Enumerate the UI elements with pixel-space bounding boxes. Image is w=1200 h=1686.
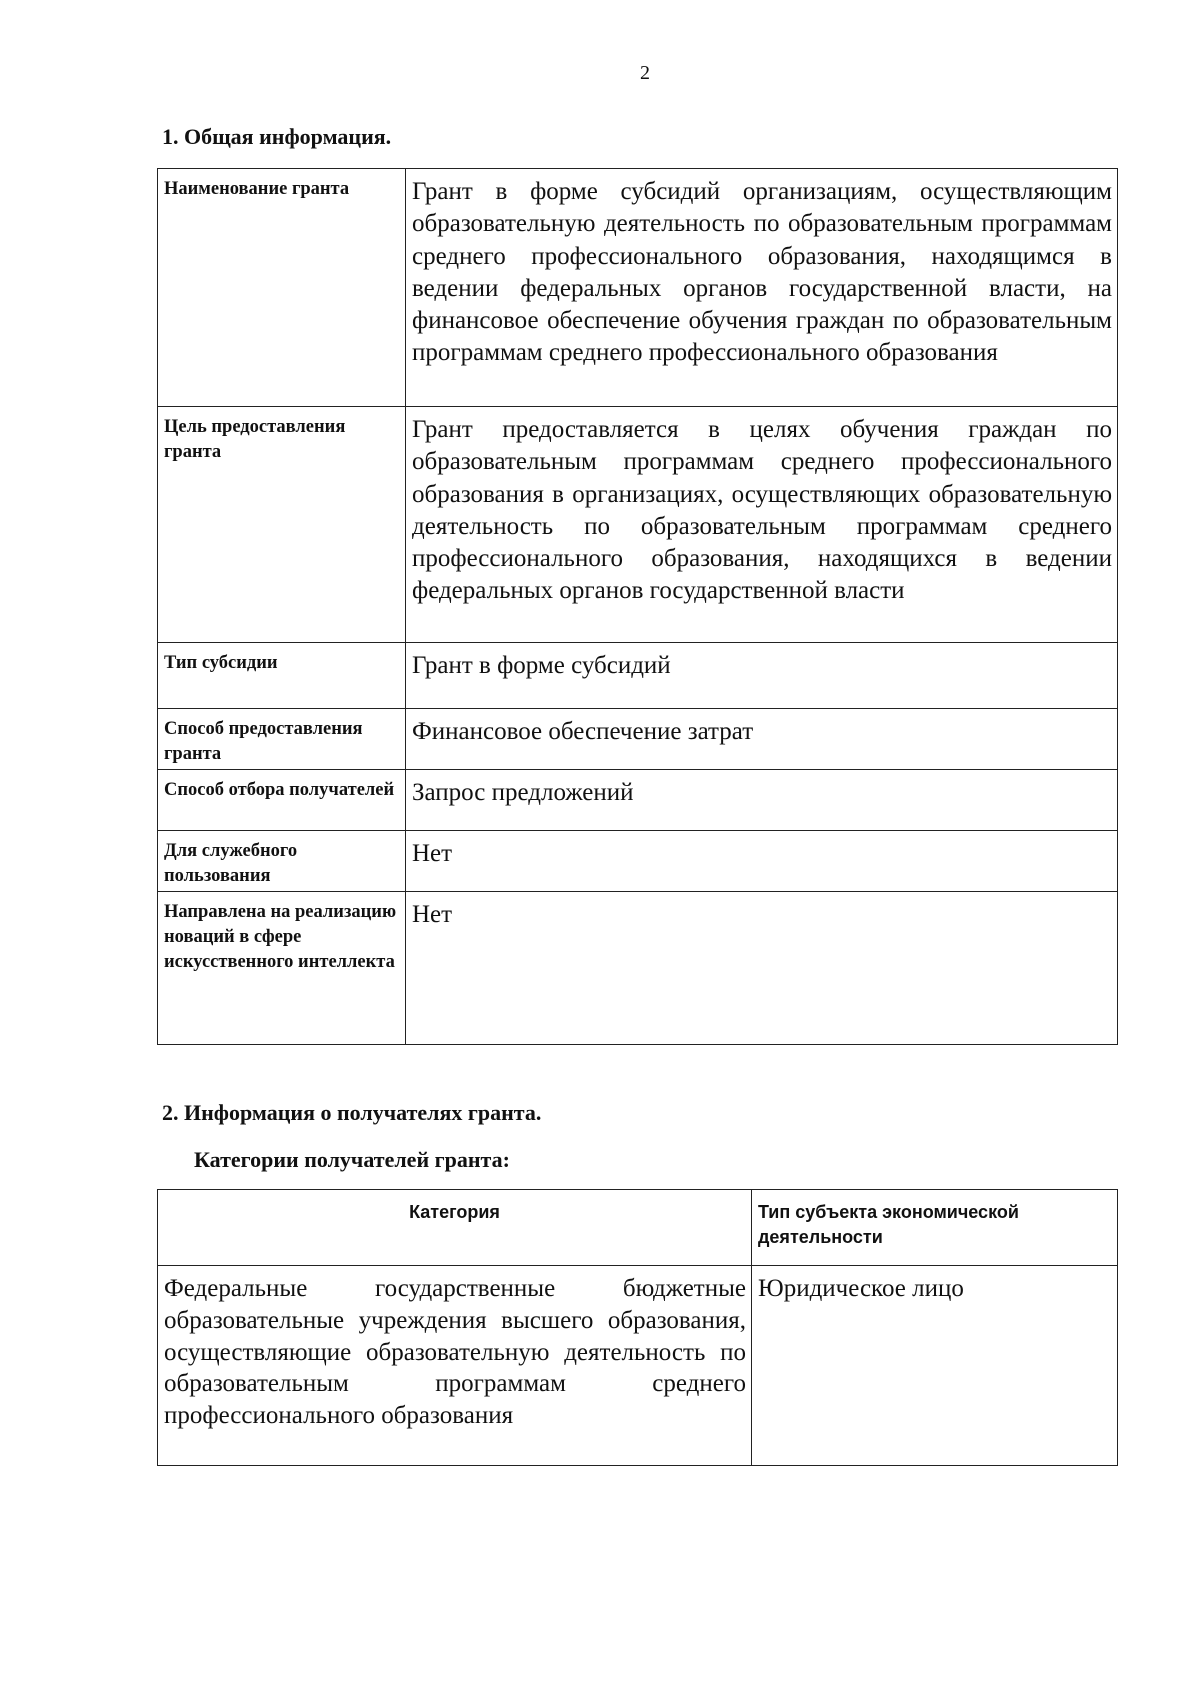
category-cell: Федеральные государственные бюджетные образовательные учреждения высшего образования, осуществляющие образовательную деятельность по образовательным программам среднего профессионального образования — [158, 1266, 752, 1466]
recipient-categories-table — [157, 1189, 1118, 1466]
info-label: Направлена на реализацию новаций в сфере искусственного интеллекта — [158, 892, 406, 1045]
info-label: Для служебного пользования — [158, 831, 406, 892]
info-value: Нет — [406, 892, 1118, 1045]
column-header-entity-type: Тип субъекта экономической деятельности — [752, 1190, 1118, 1266]
info-value: Грант в форме субсидий организациям, осуществляющим образовательную деятельность по образовательным программам среднего профессионального образования, находящимся в ведении федеральных органов государственной власти, на финансовое обеспечение обучения граждан по образовательным программам среднего профессионального образования — [406, 169, 1118, 407]
info-label: Тип субсидии — [158, 643, 406, 709]
table-header-row — [158, 1190, 1118, 1266]
section-1-heading: 1. Общая информация. — [162, 124, 392, 149]
info-value: Нет — [406, 831, 1118, 892]
table-row — [158, 1266, 1118, 1466]
info-label: Способ предоставления гранта — [158, 709, 406, 770]
recipients-categories-subheading: Категории получателей гранта: — [194, 1147, 510, 1172]
info-value: Финансовое обеспечение затрат — [406, 709, 1118, 770]
info-row-grant-name — [158, 169, 1118, 407]
info-row-grant-purpose — [158, 407, 1118, 643]
entity-type-cell: Юридическое лицо — [752, 1266, 1118, 1466]
section-2-heading: 2. Информация о получателях гранта. — [162, 1100, 542, 1125]
info-row-ai-innovation — [158, 892, 1118, 1045]
info-label: Цель предоставления гранта — [158, 407, 406, 643]
info-row-official-use — [158, 831, 1118, 892]
page-number: 2 — [640, 62, 650, 84]
general-info-table — [157, 168, 1118, 1045]
info-row-subsidy-type — [158, 643, 1118, 709]
column-header-category: Категория — [158, 1190, 752, 1266]
info-row-provision-method — [158, 709, 1118, 770]
info-row-selection-method — [158, 770, 1118, 831]
info-value: Запрос предложений — [406, 770, 1118, 831]
info-label: Способ отбора получателей — [158, 770, 406, 831]
info-label: Наименование гранта — [158, 169, 406, 407]
info-value: Грант предоставляется в целях обучения граждан по образовательным программам среднего профессионального образования в организациях, осуществляющих образовательную деятельность по образовательным программам среднего профессионального образования, находящихся в ведении федеральных органов государственной власти — [406, 407, 1118, 643]
info-value: Грант в форме субсидий — [406, 643, 1118, 709]
